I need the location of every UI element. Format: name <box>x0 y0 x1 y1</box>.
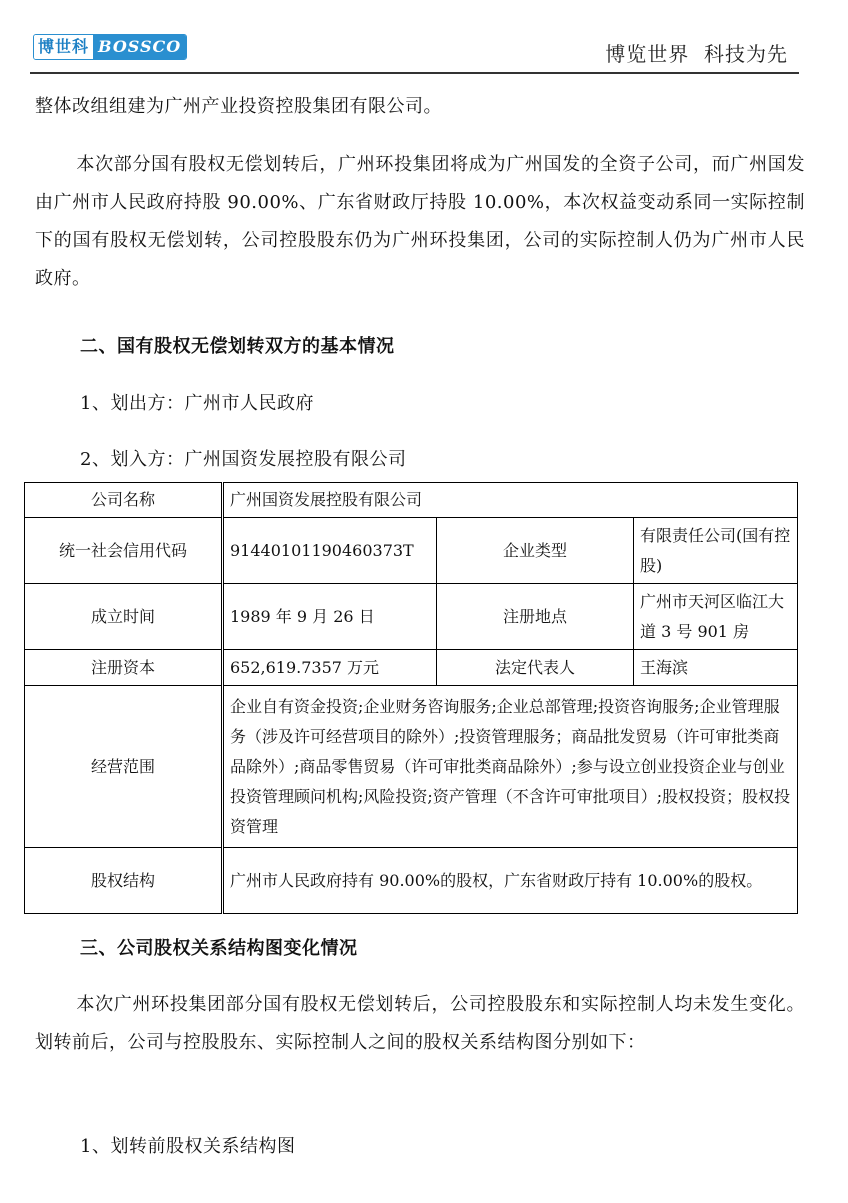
list-item-transferor: 1、划出方：广州市人民政府 <box>80 393 314 414</box>
table-row <box>25 483 798 518</box>
paragraph-1: 整体改组组建为广州产业投资控股集团有限公司。 <box>35 96 442 117</box>
table-label: 成立时间 <box>25 584 223 650</box>
table-label: 公司名称 <box>25 483 223 518</box>
list-item-transferee: 2、划入方：广州国资发展控股有限公司 <box>80 449 407 470</box>
table-row <box>25 584 798 650</box>
table-row <box>25 518 798 584</box>
logo-en-text: BOSSCO <box>93 35 186 59</box>
transferee-info-table <box>24 482 798 914</box>
section-heading-3: 三、公司股权关系结构图变化情况 <box>80 938 358 959</box>
table-value: 91440101190460373T <box>223 518 437 584</box>
table-label: 股权结构 <box>25 848 223 914</box>
table-row <box>25 848 798 914</box>
company-logo <box>33 34 187 60</box>
table-label: 经营范围 <box>25 686 223 848</box>
header-slogan: 博览世界 科技为先 <box>605 42 788 66</box>
table-label: 统一社会信用代码 <box>25 518 223 584</box>
table-value: 广州市人民政府持有 90.00%的股权，广东省财政厅持有 10.00%的股权。 <box>223 848 798 914</box>
paragraph-2: 本次部分国有股权无偿划转后，广州环投集团将成为广州国发的全资子公司，而广州国发由广州市人民政府持股 90.00%、广东省财政厅持股 10.00%，本次权益变动系同一实际控制下的国有股权无偿划转，公司控股股东仍为广州环投集团，公司的实际控制人仍为广州市人民政府。 <box>35 154 805 289</box>
table-row <box>25 686 798 848</box>
header-divider <box>30 72 799 74</box>
table-value: 企业自有资金投资;企业财务咨询服务;企业总部管理;投资咨询服务;企业管理服务（涉及许可经营项目的除外）;投资管理服务；商品批发贸易（许可审批类商品除外）;商品零售贸易（许可审批类商品除外）;参与设立创业投资企业与创业投资管理顾问机构;风险投资;资产管理（不含许可审批项目）;股权投资；股权投资管理 <box>223 686 798 848</box>
table-value: 广州国资发展控股有限公司 <box>223 483 798 518</box>
table-value: 1989 年 9 月 26 日 <box>223 584 437 650</box>
page-header <box>0 0 848 76</box>
table-row <box>25 650 798 686</box>
table-label: 企业类型 <box>437 518 634 584</box>
section-heading-2: 二、国有股权无偿划转双方的基本情况 <box>80 336 395 357</box>
logo-cn-text: 博世科 <box>34 35 93 59</box>
table-label: 注册资本 <box>25 650 223 686</box>
table-value: 有限责任公司(国有控股) <box>634 518 798 584</box>
table-value: 王海滨 <box>634 650 798 686</box>
table-value: 广州市天河区临江大道 3 号 901 房 <box>634 584 798 650</box>
paragraph-3: 本次广州环投集团部分国有股权无偿划转后，公司控股股东和实际控制人均未发生变化。划转前后，公司与控股股东、实际控制人之间的股权关系结构图分别如下： <box>35 994 805 1053</box>
table-label: 注册地点 <box>437 584 634 650</box>
list-item-before-transfer: 1、划转前股权关系结构图 <box>80 1136 296 1157</box>
table-value: 652,619.7357 万元 <box>223 650 437 686</box>
table-label: 法定代表人 <box>437 650 634 686</box>
